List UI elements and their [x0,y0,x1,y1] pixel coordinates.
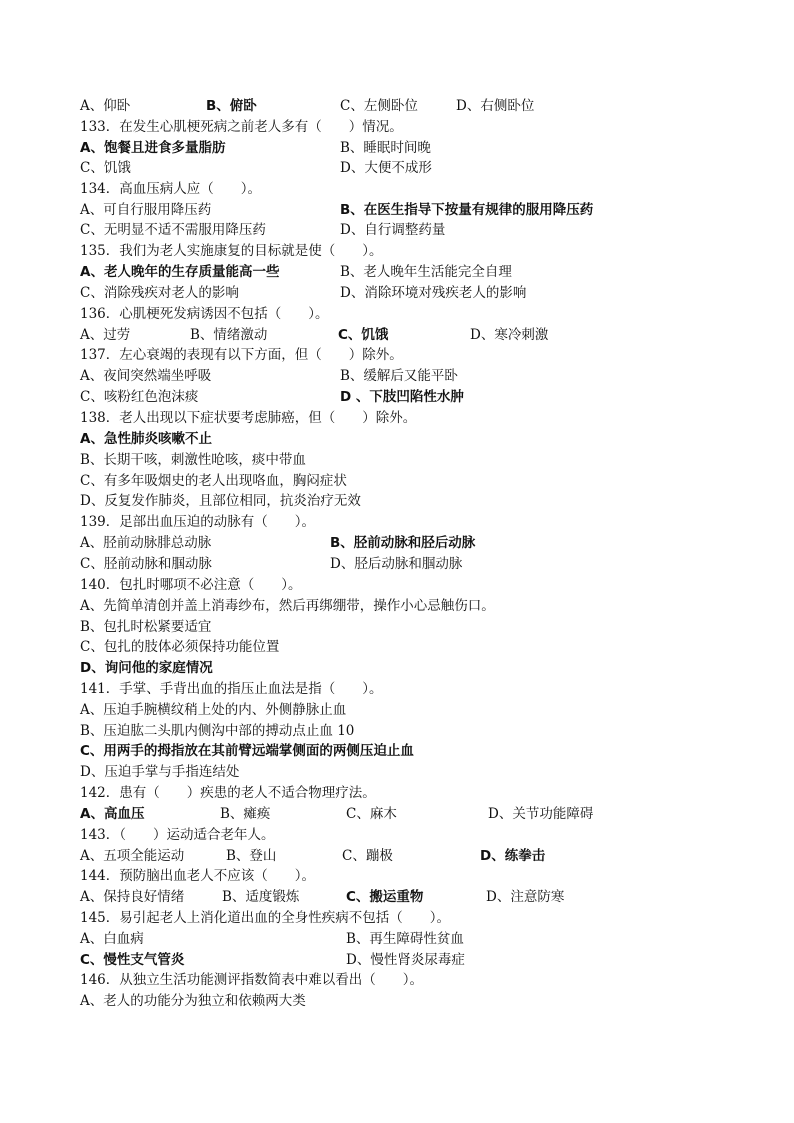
options-row [0,804,794,824]
question-text: 135．我们为老人实施康复的目标就是使（ ）。 [80,243,383,259]
question-134 [0,179,794,199]
option-b-answer: B、胫前动脉和胫后动脉 [330,535,476,551]
option-row [0,700,794,720]
option-a: A、压迫手腕横纹稍上处的内、外侧静脉止血 [80,702,347,718]
question-text: 144．预防脑出血老人不应该（ ）。 [80,868,316,884]
option-b-answer: B、俯卧 [206,98,257,114]
question-139 [0,512,794,532]
option-c: C、蹦极 [342,848,393,864]
option-a: A、夜间突然端坐呼吸 [80,368,212,384]
question-text: 141．手掌、手背出血的指压止血法是指（ ）。 [80,681,383,697]
option-b: B、适度锻炼 [222,889,300,905]
option-b: B、长期干咳，刺激性呛咳，痰中带血 [80,452,306,468]
question-144 [0,866,794,886]
option-d-answer: D、询问他的家庭情况 [80,660,213,676]
question-138 [0,408,794,428]
option-b: B、情绪激动 [190,327,268,343]
option-d: D、关节功能障碍 [488,806,594,822]
option-b: B、睡眠时间晚 [340,140,431,156]
option-d: D、大便不成形 [340,160,432,176]
options-row [0,283,794,303]
option-d-answer: D 、下肢凹陷性水肿 [340,389,464,405]
option-b-answer: B、在医生指导下按量有规律的服用降压药 [340,202,594,218]
option-b: B、再生障碍性贫血 [346,931,464,947]
option-a: A、保持良好情绪 [80,889,185,905]
option-row [0,741,794,761]
option-a: A、过劳 [80,327,131,343]
option-row [0,637,794,657]
option-c-answer: C、慢性支气管炎 [80,952,185,968]
options-row [0,366,794,386]
question-146 [0,970,794,990]
question-text: 136．心肌梗死发病诱因不包括（ ）。 [80,306,329,322]
options-row [0,325,794,345]
options-row [0,220,794,240]
options-row [0,950,794,970]
option-c: C、咳粉红色泡沫痰 [80,389,199,405]
option-d: D、胫后动脉和腘动脉 [330,556,463,572]
option-b: B、老人晚年生活能完全自理 [340,264,512,280]
options-row [0,158,794,178]
option-row [0,491,794,511]
option-b: B、压迫肱二头肌内侧沟中部的搏动点止血 10 [80,723,355,739]
option-a: A、胫前动脉腓总动脉 [80,535,212,551]
option-d: D、寒冷刺激 [470,327,549,343]
option-c: C、胫前动脉和腘动脉 [80,556,212,572]
option-row [0,596,794,616]
question-142 [0,783,794,803]
question-text: 138．老人出现以下症状要考虑肺癌，但（ ）除外。 [80,410,417,426]
question-141 [0,679,794,699]
question-text: 143．（ ）运动适合老年人。 [80,827,275,843]
options-row [0,138,794,158]
option-b: B、缓解后又能平卧 [340,368,458,384]
question-text: 133．在发生心肌梗死病之前老人多有（ ）情况。 [80,119,403,135]
option-a: A、先简单清创并盖上消毒纱布，然后再绑绷带，操作小心忌触伤口。 [80,598,495,614]
option-c: C、无明显不适不需服用降压药 [80,222,266,238]
option-row [0,471,794,491]
option-c: C、左侧卧位 [340,98,418,114]
option-b: B、登山 [226,848,277,864]
question-136 [0,304,794,324]
option-a-answer: A、高血压 [80,806,145,822]
option-c: C、有多年吸烟史的老人出现咯血，胸闷症状 [80,473,347,489]
option-b: B、瘫痪 [220,806,271,822]
option-d: D、压迫手掌与手指连结处 [80,764,240,780]
option-d: D、自行调整药量 [340,222,446,238]
option-d: D、右侧卧位 [456,98,535,114]
option-c-answer: C、搬运重物 [346,889,424,905]
options-row [0,846,794,866]
option-row [0,762,794,782]
options-row [0,200,794,220]
option-d: D、反复发作肺炎，且部位相同，抗炎治疗无效 [80,493,361,509]
question-145 [0,908,794,928]
option-c: C、包扎的肢体必须保持功能位置 [80,639,280,655]
option-a: A、白血病 [80,931,144,947]
option-d: D、慢性肾炎尿毒症 [346,952,465,968]
option-row [0,429,794,449]
option-d: D、消除环境对残疾老人的影响 [340,285,527,301]
question-133 [0,117,794,137]
options-row [0,387,794,407]
option-row [0,721,794,741]
options-row [0,533,794,553]
question-text: 146．从独立生活功能测评指数简表中难以看出（ ）。 [80,972,424,988]
options-row [0,887,794,907]
option-c-answer: C、用两手的拇指放在其前臂远端掌侧面的两侧压迫止血 [80,743,414,759]
option-row [0,991,794,1011]
option-c-answer: C、饥饿 [338,327,389,343]
options-row [0,554,794,574]
option-a: A、老人的功能分为独立和依赖两大类 [80,993,306,1009]
option-c: C、饥饿 [80,160,131,176]
option-c: C、消除残疾对老人的影响 [80,285,239,301]
option-row [0,617,794,637]
question-text: 145．易引起老人上消化道出血的全身性疾病不包括（ ）。 [80,910,451,926]
option-c: C、麻木 [346,806,397,822]
question-text: 139．足部出血压迫的动脉有（ ）。 [80,514,316,530]
option-row [0,658,794,678]
question-text: 140．包扎时哪项不必注意（ ）。 [80,577,302,593]
option-row [0,450,794,470]
option-d-answer: D、练拳击 [480,848,546,864]
question-143 [0,825,794,845]
option-a: A、五项全能运动 [80,848,185,864]
option-b: B、包扎时松紧要适宜 [80,619,212,635]
option-a-answer: A、老人晚年的生存质量能高一些 [80,264,280,280]
option-a-answer: A、饱餐且进食多量脂肪 [80,140,226,156]
question-text: 137．左心衰竭的表现有以下方面，但（ ）除外。 [80,347,403,363]
options-row [0,262,794,282]
question-140 [0,575,794,595]
option-a: A、仰卧 [80,98,131,114]
options-row [0,929,794,949]
option-a-answer: A、急性肺炎咳嗽不止 [80,431,212,447]
question-135 [0,241,794,261]
question-text: 134．高血压病人应（ ）。 [80,181,262,197]
option-a: A、可自行服用降压药 [80,202,212,218]
option-d: D、注意防寒 [486,889,565,905]
question-137 [0,345,794,365]
question-text: 142．患有（ ）疾患的老人不适合物理疗法。 [80,785,376,801]
options-row [0,96,794,116]
